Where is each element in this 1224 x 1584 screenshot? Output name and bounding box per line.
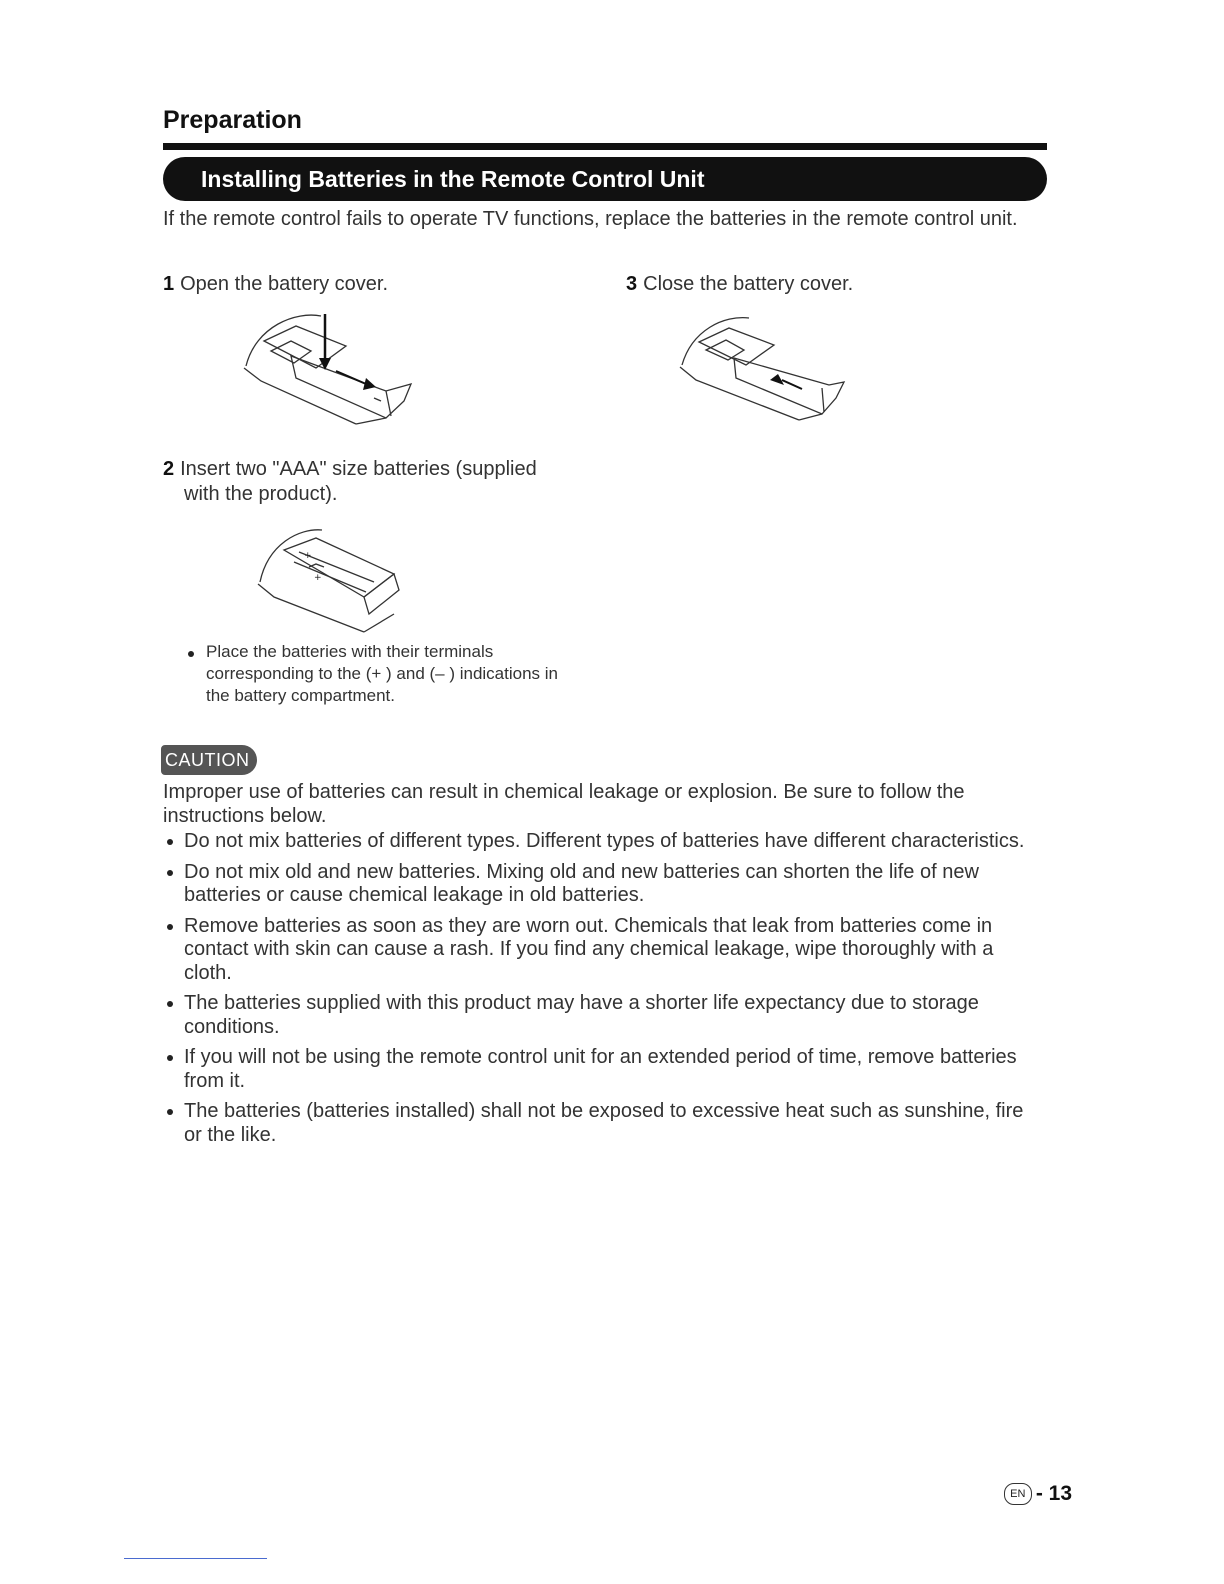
step-text: Open the battery cover. <box>180 273 389 295</box>
step-number: 3 <box>626 273 638 295</box>
step-number: 1 <box>163 273 175 295</box>
caution-item: If you will not be using the remote control unit for an extended period of time, remove batteries from it. <box>163 1046 1043 1093</box>
caution-list <box>163 830 1043 1154</box>
svg-text:+: + <box>314 573 322 583</box>
step-text: Close the battery cover. <box>643 273 854 295</box>
caution-item: Remove batteries as soon as they are worn out. Chemicals that leak from batteries come in contact with skin can cause a rash. If you find any chemical leakage, wipe thoroughly with a cloth. <box>163 915 1043 986</box>
step-3 <box>626 272 853 297</box>
language-badge: EN <box>1004 1483 1032 1505</box>
title-rule <box>163 143 1047 150</box>
remote-open-cover-illustration <box>236 306 416 436</box>
page-footer <box>1004 1482 1072 1506</box>
intro-text: If the remote control fails to operate TV functions, replace the batteries in the remote control unit. <box>163 208 1018 230</box>
caution-item: Do not mix batteries of different types. Different types of batteries have different characteristics. <box>163 830 1043 854</box>
caution-item: Do not mix old and new batteries. Mixing old and new batteries can shorten the life of new batteries or cause chemical leakage in old batteries. <box>163 861 1043 908</box>
svg-text:+: + <box>304 551 312 561</box>
caution-intro: Improper use of batteries can result in chemical leakage or explosion. Be sure to follow the instructions below. <box>163 781 965 827</box>
step-text-continued: with the product). <box>184 483 338 505</box>
remote-close-cover-illustration <box>674 310 854 430</box>
section-title: Preparation <box>163 106 302 134</box>
page-number: - 13 <box>1035 1482 1072 1505</box>
step-number: 2 <box>163 458 175 480</box>
bullet-icon <box>188 651 194 657</box>
caution-badge: CAUTION <box>161 745 257 775</box>
battery-placement-note: Place the batteries with their terminals corresponding to the (+ ) and (– ) indications in the battery compartment. <box>206 642 559 705</box>
caution-item: The batteries supplied with this product may have a shorter life expectancy due to storage conditions. <box>163 992 1043 1039</box>
step-text: Insert two "AAA" size batteries (supplied <box>180 458 537 480</box>
remote-insert-batteries-illustration <box>254 522 404 637</box>
step-1 <box>163 272 388 297</box>
step-2 <box>163 457 537 507</box>
section-banner: Installing Batteries in the Remote Control Unit <box>163 157 1047 201</box>
caution-item: The batteries (batteries installed) shall not be exposed to excessive heat such as sunshine, fire or the like. <box>163 1100 1043 1147</box>
edge-line <box>124 1558 267 1559</box>
